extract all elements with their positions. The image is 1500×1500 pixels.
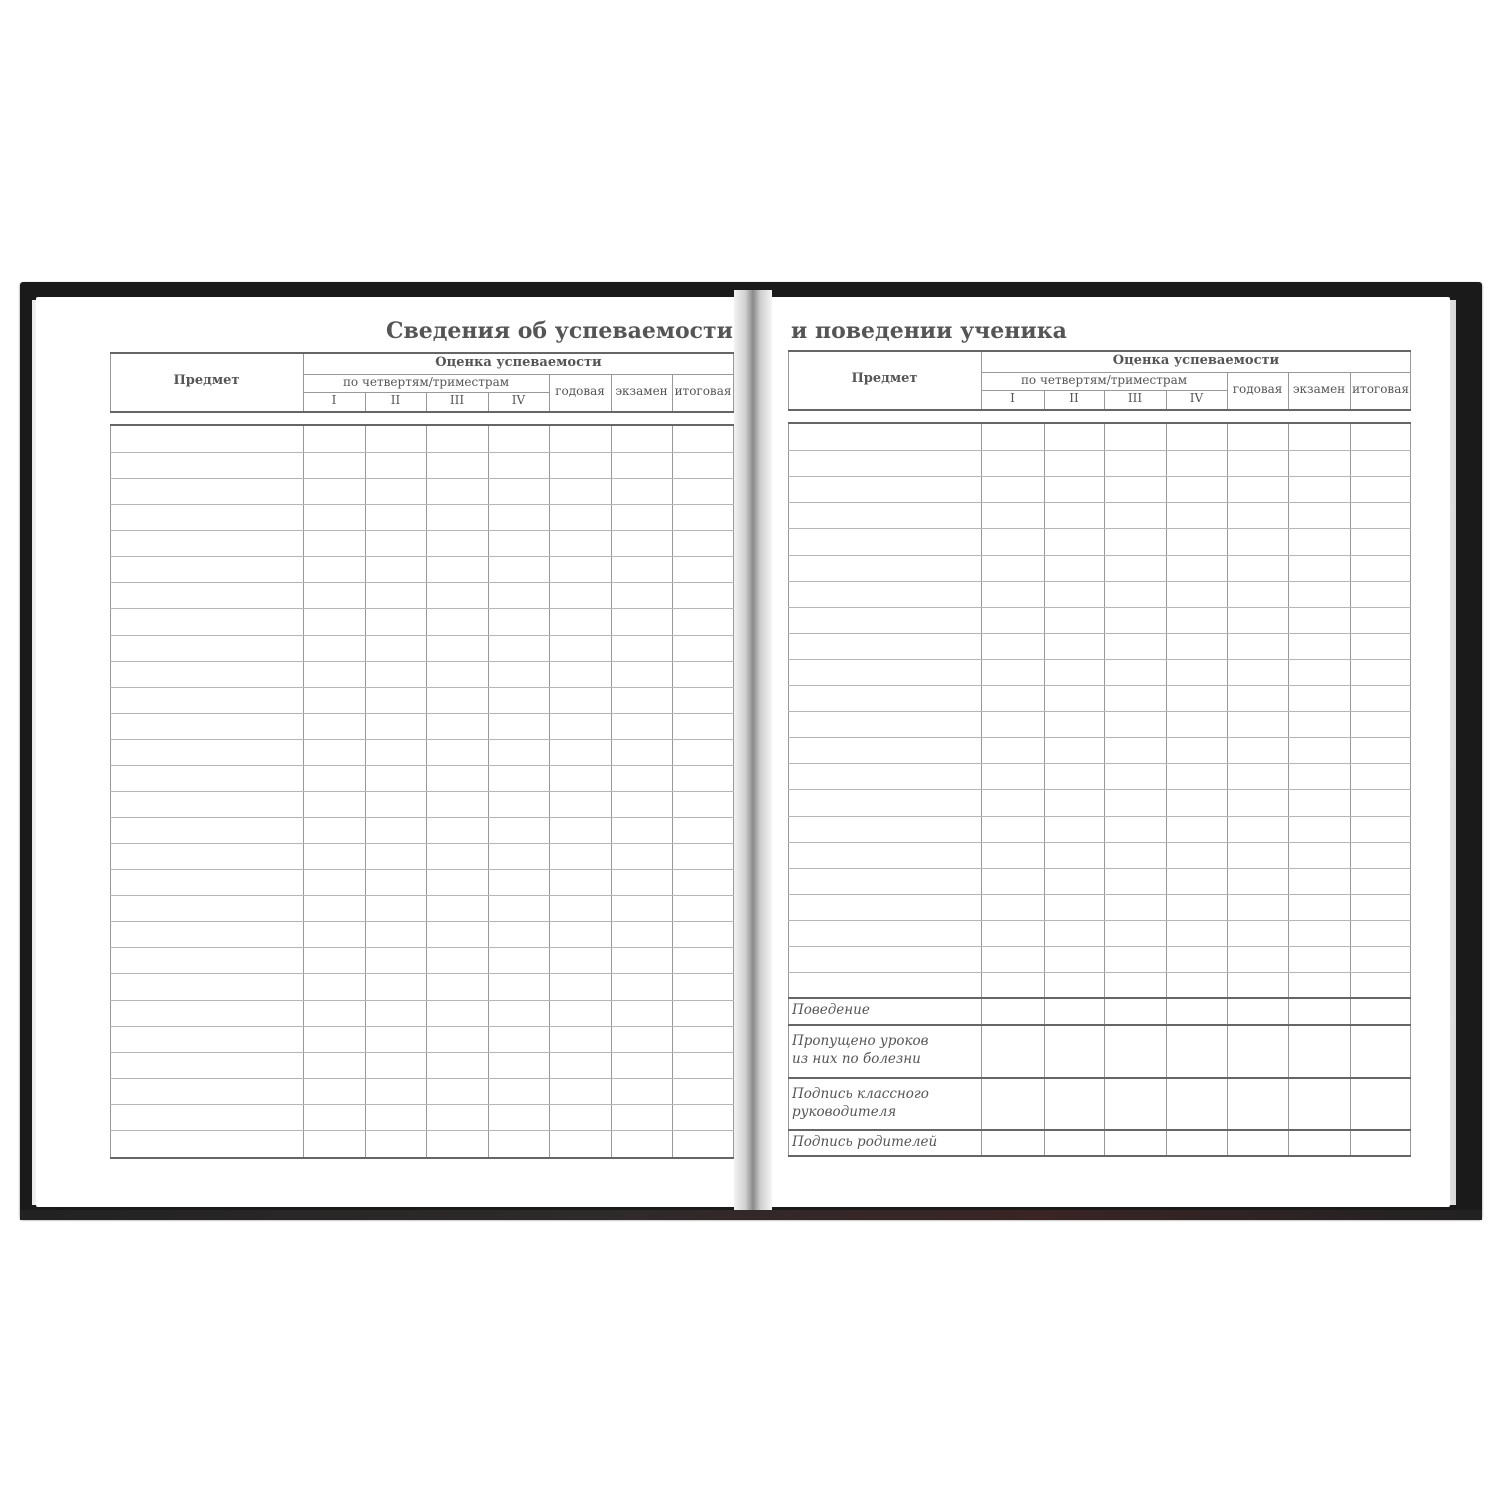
table-row [110, 895, 734, 896]
footer-label-line1: Подпись классного [792, 1086, 929, 1102]
table-row [110, 661, 734, 662]
table-row [788, 528, 1411, 529]
table-row [788, 581, 1411, 582]
table-row [788, 659, 1411, 660]
table-row [788, 920, 1411, 921]
table-row [788, 476, 1411, 477]
footer-label-line1: Подпись родителей [792, 1134, 938, 1150]
table-row [788, 946, 1411, 947]
table-row [788, 502, 1411, 503]
exam-header: экзамен [1292, 382, 1346, 396]
subject-header: Предмет [851, 371, 918, 386]
period-label: III [449, 393, 465, 407]
right-page-heading: и поведении ученика [791, 318, 1067, 344]
table-row [110, 687, 734, 688]
period-header: по четвертям/триместрам [342, 375, 510, 389]
table-row [110, 869, 734, 870]
table-row [788, 763, 1411, 764]
table-row [110, 582, 734, 583]
table-row [110, 713, 734, 714]
table-row [110, 452, 734, 453]
final-header: итоговая [1352, 382, 1409, 396]
period-label: I [1010, 391, 1015, 405]
footer-row-label [792, 1032, 929, 1068]
cover-edge [20, 1210, 1482, 1220]
table-row [110, 1078, 734, 1079]
period-label: II [390, 393, 401, 407]
period-label: IV [511, 393, 526, 407]
footer-row-label [792, 1133, 937, 1151]
table-row [788, 450, 1411, 451]
table-row [110, 843, 734, 844]
footer-label-line2: руководителя [792, 1104, 897, 1120]
table-row [110, 530, 734, 531]
left-table-header [110, 352, 734, 413]
table-row [110, 1026, 734, 1027]
year-header: годовая [1232, 382, 1283, 396]
table-row [110, 921, 734, 922]
table-row [788, 972, 1411, 973]
table-row [788, 737, 1411, 738]
table-row [110, 791, 734, 792]
table-row [110, 1130, 734, 1131]
table-row [788, 633, 1411, 634]
table-row [110, 1104, 734, 1105]
right-table-header [788, 350, 1411, 411]
table-row [110, 973, 734, 974]
table-row [788, 816, 1411, 817]
left-grade-grid [110, 424, 734, 1159]
grade-header: Оценка успеваемости [435, 355, 602, 370]
footer-row-label [792, 1001, 870, 1019]
table-row [110, 504, 734, 505]
exam-header: экзамен [615, 384, 668, 398]
table-row [788, 789, 1411, 790]
table-row [110, 556, 734, 557]
year-header: годовая [555, 384, 605, 398]
footer-label-line1: Пропущено уроков [792, 1033, 929, 1049]
period-header: по четвертям/триместрам [1020, 373, 1188, 387]
table-row [788, 868, 1411, 869]
period-label: IV [1189, 391, 1204, 405]
period-label: III [1127, 391, 1143, 405]
grade-header: Оценка успеваемости [1112, 353, 1280, 368]
table-row [110, 635, 734, 636]
table-row [110, 817, 734, 818]
table-row [788, 711, 1411, 712]
footer-label-line2: из них по болезни [792, 1051, 921, 1067]
table-row [110, 478, 734, 479]
table-row [788, 555, 1411, 556]
footer-row-label [792, 1085, 929, 1121]
table-row [110, 765, 734, 766]
table-row [788, 842, 1411, 843]
table-row [110, 1052, 734, 1053]
footer-label-line1: Поведение [792, 1002, 870, 1018]
left-page-heading: Сведения об успеваемости [385, 318, 733, 344]
table-row [110, 739, 734, 740]
table-row [788, 607, 1411, 608]
subject-header: Предмет [173, 373, 240, 388]
table-row [788, 685, 1411, 686]
table-row [110, 608, 734, 609]
book-gutter [734, 290, 772, 1210]
period-label: I [331, 393, 337, 407]
period-label: II [1069, 391, 1079, 405]
table-row [110, 947, 734, 948]
final-header: итоговая [674, 384, 732, 398]
table-row [788, 894, 1411, 895]
right-grade-grid [788, 422, 1411, 1157]
table-row [110, 1000, 734, 1001]
